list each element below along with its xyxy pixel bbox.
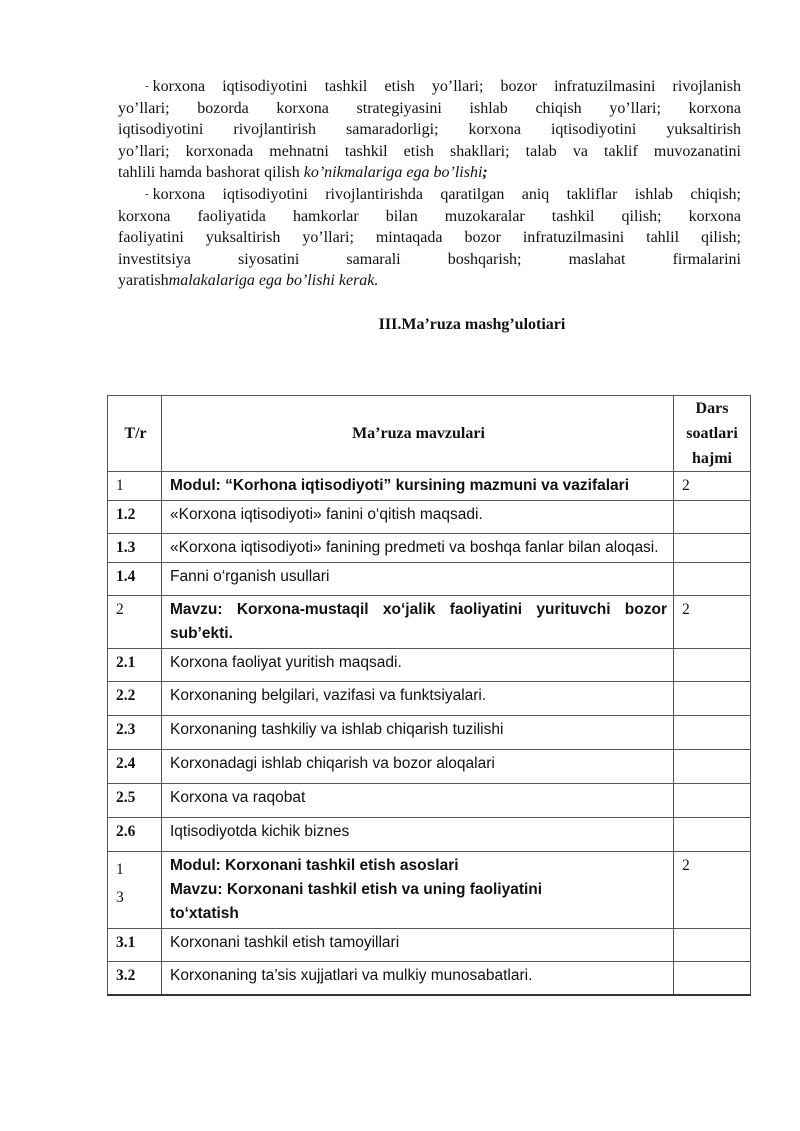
- text-line: iqtisodiyotini rivojlantirish samaradorligi; korxona iqtisodiyotini yuksaltirish: [118, 121, 741, 138]
- list-dash: -: [145, 188, 149, 200]
- row-number: 2.6: [108, 818, 162, 852]
- table-row: [108, 649, 751, 682]
- text-line: investitsiya siyosatini samarali boshqarish; maslahat firmalarini: [118, 250, 741, 268]
- table-row: [108, 852, 751, 929]
- row-topic: Mavzu: Korxona-mustaqil xo‘jalik faoliyatini yurituvchi bozor sub’ekti.: [162, 596, 674, 649]
- row-number: 2.1: [108, 649, 162, 682]
- row-number: 1.3: [108, 534, 162, 563]
- text-line: yaratishmalakalariga ega bo’lishi kerak.: [118, 272, 379, 289]
- list-dash: -: [145, 80, 149, 92]
- table-header-row: [108, 396, 751, 472]
- text-line: korxona faoliyatida hamkorlar bilan muzokaralar tashkil qilish; korxona: [118, 207, 741, 225]
- row-topic: [162, 852, 674, 929]
- module-title: Modul: Korxonani tashkil etish asoslari: [170, 857, 459, 874]
- table-row: [108, 682, 751, 716]
- table-row: [108, 563, 751, 596]
- row-number: 1: [108, 472, 162, 501]
- column-header-hours: Dars soatlari hajmi: [674, 396, 751, 472]
- row-topic: Korxonaning ta’sis xujjatlari va mulkiy munosabatlari.: [162, 962, 674, 995]
- topic-title: Mavzu: Korxonani tashkil etish va uning faoliyatini to‘xtatish: [170, 881, 543, 922]
- row-topic: Korxonadagi ishlab chiqarish va bozor aloqalari: [162, 750, 674, 784]
- row-topic: «Korxona iqtisodiyoti» fanining predmeti va boshqa fanlar bilan aloqasi.: [162, 534, 674, 563]
- text-line: - korxona iqtisodiyotini tashkil etish yo’llari; bozor infratuzilmasini rivojlanish: [145, 78, 741, 95]
- table-row: [108, 534, 751, 563]
- text-line: tahlili hamda bashorat qilish ko’nikmalariga ega bo’lishi;: [118, 164, 488, 181]
- column-header-topics: Ma’ruza mavzulari: [162, 396, 674, 472]
- row-hours: [674, 501, 751, 534]
- row-number: 1.2: [108, 501, 162, 534]
- row-number: 1.4: [108, 563, 162, 596]
- table-row: [108, 750, 751, 784]
- row-number: 2.5: [108, 784, 162, 818]
- text-line: yo’llari; korxonada mehnatni tashkil etish shakllari; talab va taklif muvozanatini: [118, 142, 741, 160]
- table-row: [108, 929, 751, 962]
- table-row: [108, 962, 751, 995]
- competency-paragraph-2: [118, 184, 741, 292]
- row-hours: [674, 784, 751, 818]
- table-row: [108, 784, 751, 818]
- row-hours: 2: [674, 852, 751, 929]
- row-topic: Iqtisodiyotda kichik biznes: [162, 818, 674, 852]
- row-topic: «Korxona iqtisodiyoti» fanini o‘qitish maqsadi.: [162, 501, 674, 534]
- row-hours: [674, 750, 751, 784]
- row-topic: Korxona va raqobat: [162, 784, 674, 818]
- row-number: 2: [108, 596, 162, 649]
- row-number: 2.4: [108, 750, 162, 784]
- row-number: 2.3: [108, 716, 162, 750]
- row-topic: Korxonaning tashkiliy va ishlab chiqarish tuzilishi: [162, 716, 674, 750]
- row-hours: [674, 929, 751, 962]
- italic-text: malakalariga ega bo’lishi kerak.: [168, 272, 379, 289]
- row-number: 2.2: [108, 682, 162, 716]
- row-hours: [674, 716, 751, 750]
- text-line: yo’llari; bozorda korxona strategiyasini ishlab chiqish yo’llari; korxona: [118, 99, 741, 117]
- text-line: - korxona iqtisodiyotini rivojlantirishda qaratilgan aniq takliflar ishlab chiqish;: [145, 186, 741, 203]
- text-line: faoliyatini yuksaltirish yo’llari; mintaqada bozor infratuzilmasini tahlil qilish;: [118, 229, 741, 246]
- row-number: 1 3: [108, 852, 162, 929]
- row-hours: [674, 534, 751, 563]
- competency-paragraph-1: [118, 76, 741, 184]
- table-row: [108, 596, 751, 649]
- table-row: [108, 818, 751, 852]
- section-heading: III.Ma’ruza mashg’ulotiari: [378, 316, 566, 333]
- row-hours: [674, 962, 751, 995]
- italic-text: ko’nikmalariga ega bo’lishi: [303, 164, 483, 181]
- lecture-topics-table: [107, 395, 751, 996]
- row-number: 3.1: [108, 929, 162, 962]
- row-topic: Korxonaning belgilari, vazifasi va funktsiyalari.: [162, 682, 674, 716]
- row-hours: [674, 818, 751, 852]
- row-topic: Modul: “Korhona iqtisodiyoti” kursining mazmuni va vazifalari: [162, 472, 674, 501]
- row-topic: Korxona faoliyat yuritish maqsadi.: [162, 649, 674, 682]
- table-row: [108, 501, 751, 534]
- row-hours: [674, 682, 751, 716]
- table-row: [108, 472, 751, 501]
- row-topic: Korxonani tashkil etish tamoyillari: [162, 929, 674, 962]
- table-row: [108, 716, 751, 750]
- row-topic: Fanni o‘rganish usullari: [162, 563, 674, 596]
- row-hours: [674, 563, 751, 596]
- row-hours: [674, 649, 751, 682]
- row-hours: 2: [674, 472, 751, 501]
- row-hours: 2: [674, 596, 751, 649]
- column-header-number: T/r: [108, 396, 162, 472]
- row-number: 3.2: [108, 962, 162, 995]
